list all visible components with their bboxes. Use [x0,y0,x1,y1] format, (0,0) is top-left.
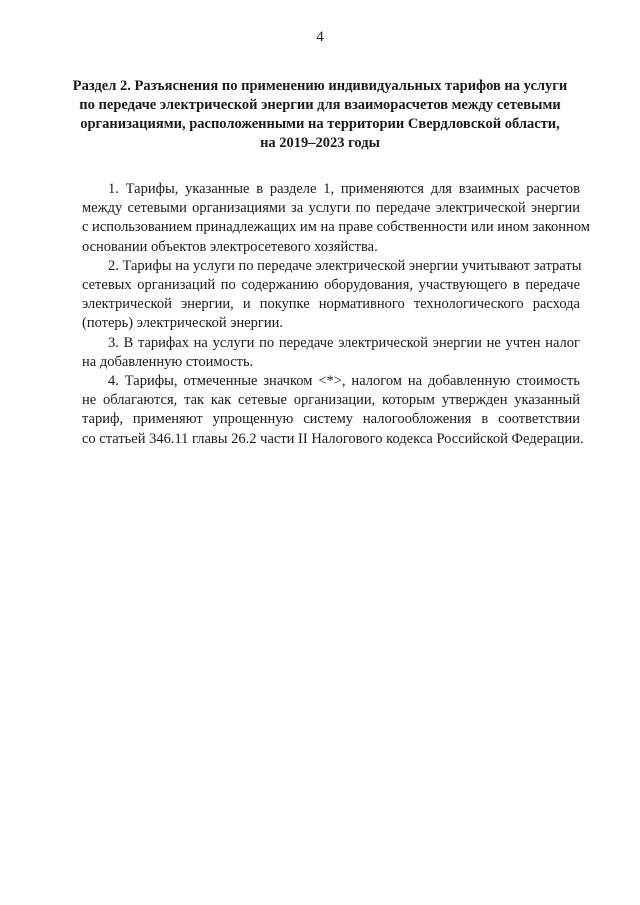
paragraph-line: тариф, применяют упрощенную систему налогообложения в соответствии [82,411,580,428]
paragraph-line: (потерь) электрической энергии. [82,315,283,332]
section-title-line: организациями, расположенными на территории Свердловской области, [80,116,560,132]
page-number: 4 [316,29,324,45]
paragraph-3 [82,334,580,372]
paragraph-line: на добавленную стоимость. [82,353,254,370]
section-title-line: на 2019–2023 годы [260,135,380,151]
paragraph-line: не облагаются, так как сетевые организации, которым утвержден указанный [82,392,580,409]
paragraph-line: 3. В тарифах на услуги по передаче электрической энергии не учтен налог [108,334,580,351]
document-body [82,180,590,449]
paragraph-line: 1. Тарифы, указанные в разделе 1, применяются для взаимных расчетов [108,181,580,197]
paragraph-line: сетевых организаций по содержанию оборудования, участвующего в передаче [82,277,580,294]
paragraph-line: между сетевыми организациями за услуги по передаче электрической энергии [82,200,580,217]
paragraph-line: электрической энергии, и покупке нормативного технологического расхода [82,296,580,313]
paragraph-line: 4. Тарифы, отмеченные значком <*>, налогом на добавленную стоимость [108,373,580,390]
paragraph-line: с использованием принадлежащих им на праве собственности или ином законном [82,219,590,236]
paragraph-line: основании объектов электросетевого хозяйства. [82,238,378,255]
paragraph-1 [82,180,590,257]
paragraph-2 [82,257,580,334]
paragraph-line: 2. Тарифы на услуги по передаче электрической энергии учитывают затраты [108,257,582,274]
paragraph-line: со статьей 346.11 главы 26.2 части II Налогового кодекса Российской Федерации. [82,430,584,447]
section-title [62,77,578,153]
section-title-line: Раздел 2. Разъяснения по применению индивидуальных тарифов на услуги [72,78,568,94]
paragraph-4 [82,372,584,449]
section-title-line: по передаче электрической энергии для взаиморасчетов между сетевыми [79,97,561,113]
